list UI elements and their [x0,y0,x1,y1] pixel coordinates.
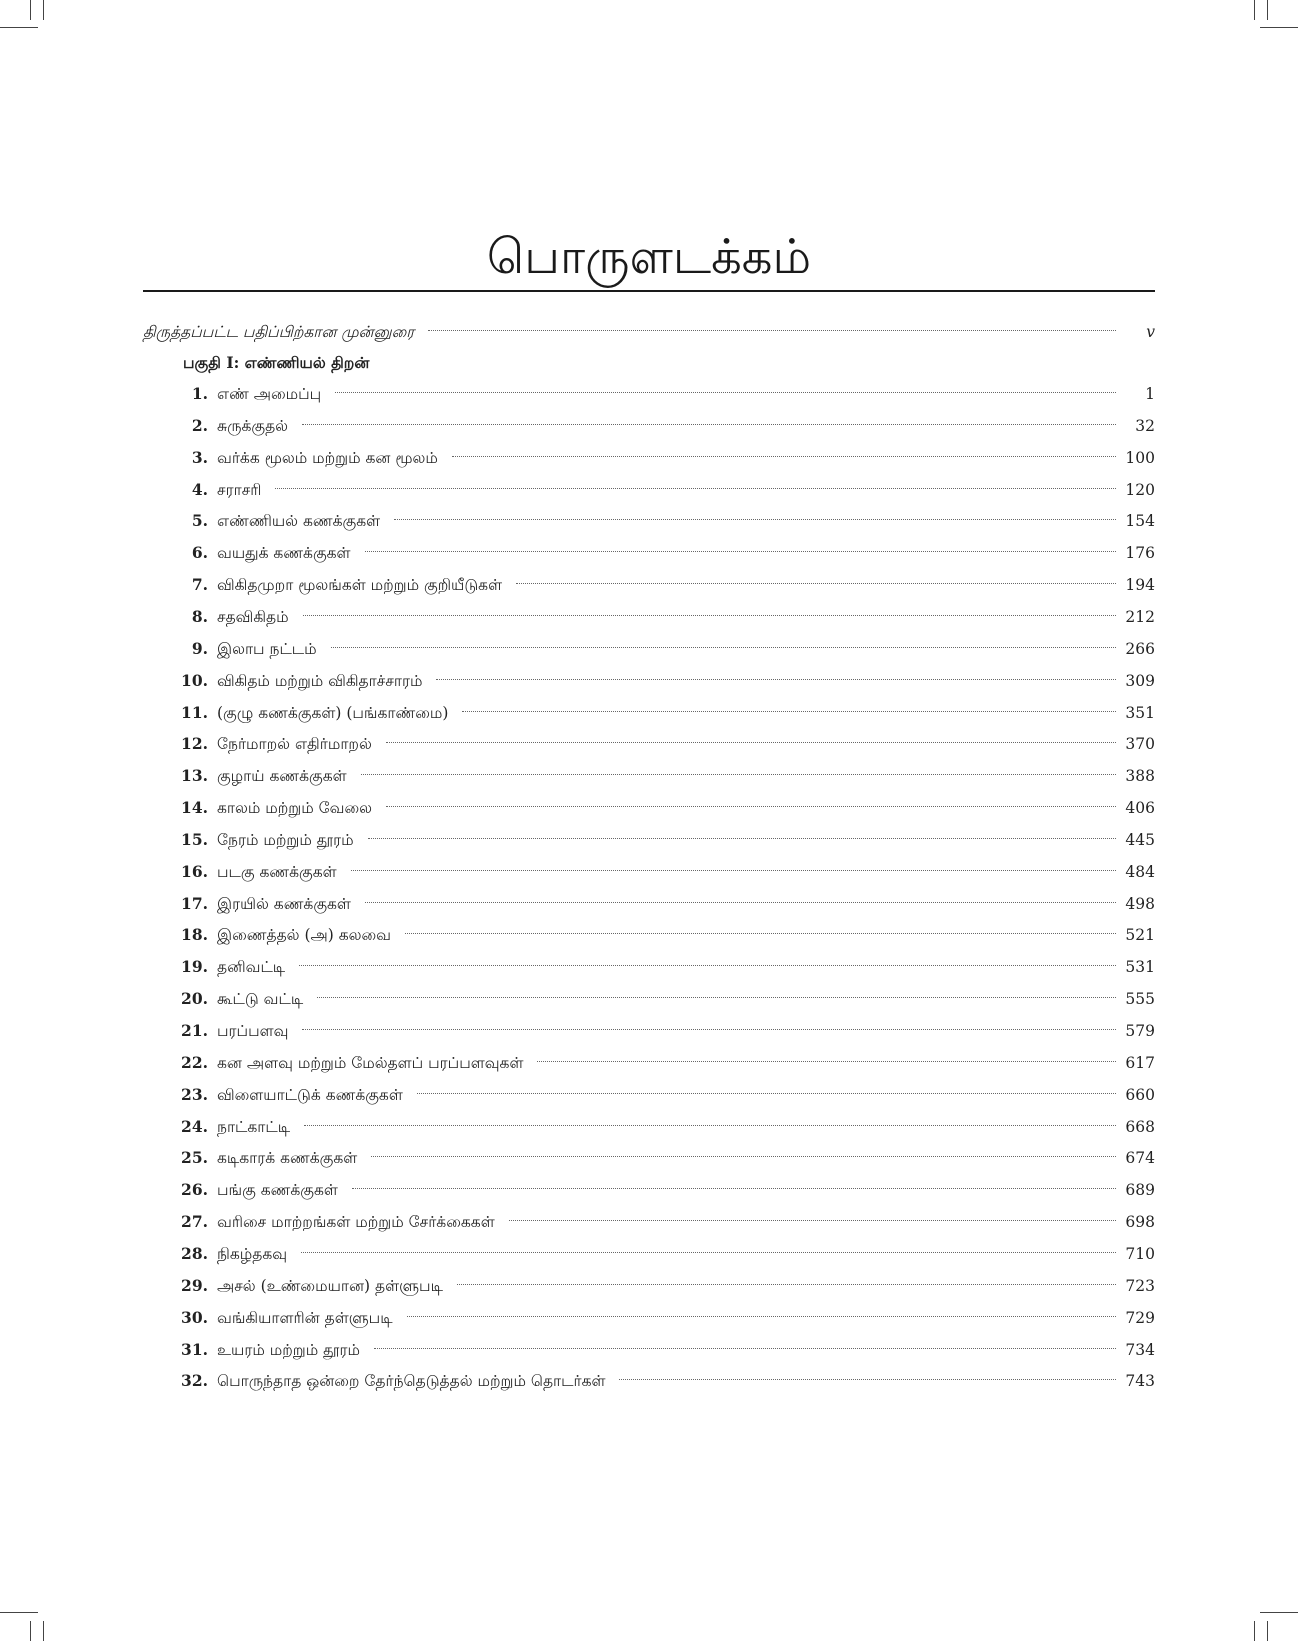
leader-dots [299,964,1116,966]
chapter-title: வங்கியாளரின் தள்ளுபடி [217,1308,393,1327]
chapter-page: 194 [1125,576,1155,595]
crop-mark [1260,1612,1298,1613]
chapter-number: 6. [191,543,208,563]
chapter-page: 176 [1125,544,1155,563]
leader-dots [405,932,1116,934]
chapter-title: கூட்டு வட்டி [217,990,304,1009]
crop-mark [1254,0,1255,20]
chapter-page: 734 [1125,1340,1155,1359]
leader-dots [275,487,1116,489]
chapter-title: கன அளவு மற்றும் மேல்தளப் பரப்பளவுகள் [217,1053,524,1072]
crop-mark [30,0,31,20]
chapter-title: விகிதம் மற்றும் விகிதாச்சாரம் [217,671,423,690]
toc-chapter-row[interactable] [0,1047,1298,1079]
chapter-title: (குழு கணக்குகள்) (பங்காண்மை) [217,703,449,722]
leader-dots [304,1124,1116,1126]
chapter-title: உயரம் மற்றும் தூரம் [217,1340,360,1359]
leader-dots [331,646,1116,648]
chapter-number: 8. [191,606,208,626]
toc-chapter-row[interactable] [0,760,1298,792]
chapter-page: 555 [1125,990,1155,1009]
toc-chapter-row[interactable] [0,1206,1298,1238]
chapter-page: 32 [1135,416,1155,435]
chapter-number: 4. [191,479,208,499]
chapter-number: 14. [181,798,208,818]
crop-mark [30,1621,31,1641]
chapter-page: 309 [1125,671,1155,690]
chapter-title: அசல் (உண்மையான) தள்ளுபடி [217,1276,443,1295]
crop-mark [43,0,44,20]
chapter-title: விளையாட்டுக் கணக்குகள் [217,1085,403,1104]
leader-dots [386,805,1116,807]
chapter-title: வயதுக் கணக்குகள் [217,544,351,563]
leader-dots [302,1028,1116,1030]
leader-dots [386,741,1116,743]
leader-dots [462,710,1116,712]
chapter-page: 660 [1125,1085,1155,1104]
chapter-title: சராசரி [217,480,262,499]
chapter-title: எண்ணியல் கணக்குகள் [217,512,381,531]
toc-chapter-row[interactable] [0,728,1298,760]
chapter-page: 120 [1125,480,1155,499]
toc-chapter-row[interactable] [0,378,1298,410]
leader-dots [516,582,1116,584]
crop-mark [1260,27,1298,28]
chapter-number: 26. [181,1180,208,1200]
leader-dots [417,1092,1116,1094]
chapter-number: 31. [181,1339,208,1359]
chapter-number: 17. [181,893,208,913]
chapter-title: விகிதமுறா மூலங்கள் மற்றும் குறியீடுகள் [217,576,503,595]
chapter-number: 22. [181,1052,208,1072]
leader-dots [301,1251,1116,1253]
chapter-number: 10. [181,670,208,690]
chapter-page: 498 [1125,894,1155,913]
crop-mark [1267,0,1268,20]
chapter-number: 28. [181,1243,208,1263]
toc-chapter-row[interactable] [0,633,1298,665]
crop-mark [1254,1621,1255,1641]
chapter-number: 7. [191,575,208,595]
toc-chapter-row[interactable] [0,1365,1298,1397]
chapter-page: 579 [1125,1022,1155,1040]
toc-chapter-row[interactable] [0,474,1298,506]
leader-dots [394,518,1116,520]
toc-chapter-row[interactable] [0,1238,1298,1270]
leader-dots [436,678,1116,680]
chapter-number: 19. [181,957,208,977]
chapter-page: 710 [1125,1244,1155,1263]
leader-dots [352,1187,1116,1189]
toc-chapter-row[interactable] [0,919,1298,951]
chapter-title: இரயில் கணக்குகள் [217,894,351,913]
chapter-number: 20. [181,989,208,1009]
toc-chapter-row[interactable] [0,1111,1298,1143]
chapter-number: 16. [181,861,208,881]
toc-chapter-row[interactable] [0,856,1298,888]
chapter-title: எண் அமைப்பு [217,385,322,403]
chapter-page: 674 [1125,1149,1155,1168]
chapter-number: 12. [181,734,208,754]
toc-chapter-row[interactable] [0,792,1298,824]
toc-chapter-row[interactable] [0,410,1298,442]
chapter-number: 21. [181,1021,208,1040]
part-heading: பகுதி I: எண்ணியல் திறன் [183,353,370,372]
chapter-number: 29. [181,1275,208,1295]
chapter-title: இணைத்தல் (அ) கலவை [217,926,391,945]
page-title: பொருளடக்கம் [486,229,812,285]
chapter-title: இலாப நட்டம் [217,639,317,658]
chapter-number: 13. [181,766,208,786]
chapter-number: 27. [181,1212,208,1232]
toc-chapter-row[interactable] [0,505,1298,537]
chapter-title: பொருந்தாத ஒன்றை தேர்ந்தெடுத்தல் மற்றும் தொடர்கள் [217,1372,606,1391]
leader-dots [368,837,1116,839]
chapter-number: 1. [191,384,208,403]
chapter-number: 15. [181,829,208,849]
leader-dots [452,455,1116,457]
chapter-page: 723 [1125,1276,1155,1295]
chapter-title: தனிவட்டி [217,958,286,977]
chapter-page: 729 [1125,1308,1155,1327]
chapter-page: 406 [1125,799,1155,818]
chapter-number: 9. [191,638,208,658]
toc-chapter-row[interactable] [0,1174,1298,1206]
chapter-title: படகு கணக்குகள் [217,862,337,881]
chapter-title: நேரம் மற்றும் தூரம் [217,830,354,849]
chapter-number: 30. [181,1307,208,1327]
chapter-title: சதவிகிதம் [217,607,289,626]
toc-chapter-row[interactable] [0,569,1298,601]
chapter-page: 266 [1125,639,1155,658]
toc-chapter-row[interactable] [0,537,1298,569]
crop-mark [43,1621,44,1641]
leader-dots [361,773,1116,775]
chapter-title: சுருக்குதல் [217,416,289,435]
leader-dots [317,996,1116,998]
toc-chapter-row[interactable] [0,601,1298,633]
chapter-title: காலம் மற்றும் வேலை [217,799,373,818]
toc-chapter-row[interactable] [0,442,1298,474]
leader-dots [374,1347,1116,1349]
chapter-title: குழாய் கணக்குகள் [217,767,347,786]
chapter-title: பங்கு கணக்குகள் [217,1181,338,1200]
toc-chapter-row[interactable] [0,1015,1298,1047]
leader-dots [619,1378,1116,1380]
chapter-page: 689 [1125,1181,1155,1200]
chapter-page: 484 [1125,862,1155,881]
chapter-page: 743 [1125,1372,1155,1391]
chapter-number: 23. [181,1084,208,1104]
chapter-title: பரப்பளவு [217,1022,289,1040]
toc-chapter-row[interactable] [0,824,1298,856]
toc-chapter-row[interactable] [0,1302,1298,1334]
chapter-number: 3. [191,447,208,467]
chapter-page: 445 [1125,830,1155,849]
toc-chapter-row[interactable] [0,665,1298,697]
chapter-title: கடிகாரக் கணக்குகள் [217,1149,358,1168]
toc-chapter-row[interactable] [0,1079,1298,1111]
crop-mark [0,1612,38,1613]
chapter-number: 25. [181,1148,208,1168]
leader-dots [537,1060,1116,1062]
chapter-number: 32. [181,1371,208,1391]
chapter-number: 24. [181,1116,208,1136]
chapter-number: 18. [181,925,208,945]
chapter-page: 521 [1125,926,1155,945]
crop-mark [0,27,38,28]
leader-dots [407,1315,1116,1317]
leader-dots [351,869,1116,871]
leader-dots [303,614,1116,616]
toc-chapter-row[interactable] [0,983,1298,1015]
leader-dots [365,901,1116,903]
chapter-page: 698 [1125,1213,1155,1232]
toc-chapter-row[interactable] [0,1270,1298,1302]
chapter-title: வர்க்க மூலம் மற்றும் கன மூலம் [217,448,438,467]
part-heading-row [0,347,1298,379]
chapter-title: நாட்காட்டி [217,1117,291,1136]
toc-preface-row[interactable] [0,316,1298,348]
chapter-number: 2. [191,415,208,435]
chapter-page: 370 [1125,735,1155,754]
chapter-page: 1 [1145,385,1155,403]
chapter-page: 531 [1125,958,1155,977]
chapter-number: 11. [181,702,208,722]
chapter-page: 212 [1125,607,1155,626]
toc-chapter-row[interactable] [0,1142,1298,1174]
leader-dots [457,1283,1116,1285]
chapter-number: 5. [191,511,208,531]
chapter-page: 100 [1125,448,1155,467]
leader-dots [371,1155,1116,1157]
preface-title: திருத்தப்பட்ட பதிப்பிற்கான முன்னுரை [143,323,415,341]
chapter-page: 617 [1125,1053,1155,1072]
chapter-title: நேர்மாறல் எதிர்மாறல் [217,735,372,754]
preface-page: v [1146,323,1155,341]
toc-chapter-row[interactable] [0,951,1298,983]
leader-dots [428,329,1116,331]
leader-dots [509,1219,1116,1221]
leader-dots [335,391,1116,393]
toc-chapter-row[interactable] [0,697,1298,729]
chapter-page: 154 [1125,512,1155,531]
chapter-title: நிகழ்தகவு [217,1244,288,1263]
chapter-page: 668 [1125,1117,1155,1136]
chapter-title: வரிசை மாற்றங்கள் மற்றும் சேர்க்கைகள் [217,1213,495,1232]
crop-mark [1267,1621,1268,1641]
chapter-page: 388 [1125,767,1155,786]
toc-chapter-row[interactable] [0,1334,1298,1366]
toc-chapter-row[interactable] [0,888,1298,920]
leader-dots [302,423,1116,425]
chapter-page: 351 [1125,703,1155,722]
leader-dots [365,550,1116,552]
title-rule [143,290,1155,292]
